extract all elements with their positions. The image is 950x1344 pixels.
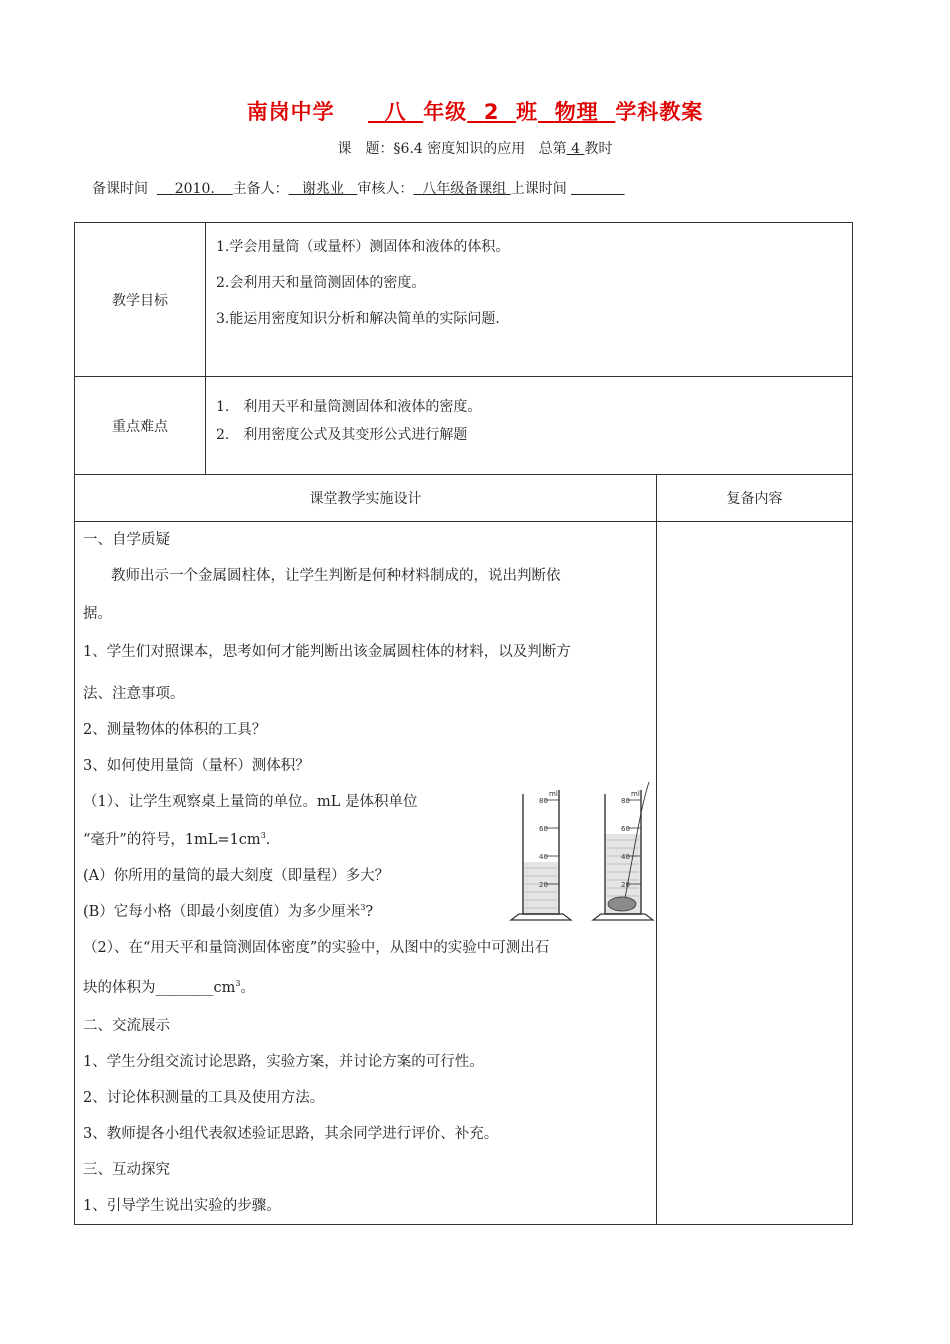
subject: 物理 bbox=[554, 100, 599, 124]
design-header-row bbox=[75, 475, 853, 522]
graduated-cylinder-figure bbox=[501, 776, 661, 926]
lesson-plan-table bbox=[74, 222, 853, 1225]
objectives-label: 教学目标 bbox=[75, 223, 206, 377]
grade-suffix: 年级 bbox=[423, 100, 468, 124]
tick-label: 20 bbox=[539, 881, 548, 889]
tick-label: 80 bbox=[539, 797, 548, 805]
tick-label: 60 bbox=[539, 825, 548, 833]
reviewer: 八年级备课组 bbox=[422, 181, 507, 197]
doc-type: 学科教案 bbox=[615, 100, 704, 124]
preparer: 谢兆业 bbox=[301, 181, 344, 197]
unit-label: ml bbox=[631, 790, 640, 798]
class-time-label: 上课时间 bbox=[510, 181, 567, 197]
text: “毫升”的符号，1mL=1cm bbox=[83, 832, 261, 848]
tick-label: 40 bbox=[621, 853, 630, 861]
question-line: 3、如何使用量筒（量杯）测体积？ bbox=[83, 758, 310, 774]
stone bbox=[608, 897, 636, 911]
superscript: 3 bbox=[360, 903, 366, 913]
period-suffix: 教时 bbox=[584, 141, 613, 157]
tick-label: 20 bbox=[621, 881, 630, 889]
text: (B）它每小格（即最小刻度值）为多少厘米 bbox=[83, 904, 361, 920]
text: cm bbox=[213, 980, 236, 996]
preparer-label: 主备人： bbox=[232, 181, 289, 197]
superscript: 3 bbox=[235, 979, 241, 989]
lesson-topic-line bbox=[0, 138, 950, 158]
design-content-row bbox=[75, 522, 853, 1225]
question-line: (A）你所用的量筒的最大刻度（即量程）多大？ bbox=[83, 868, 390, 884]
objective-item: 2.会利用天和量筒测固体的密度。 bbox=[216, 275, 426, 291]
text: 块的体积为 bbox=[83, 980, 156, 996]
keypoint-item: 2. 利用密度公式及其变形公式进行解题 bbox=[216, 427, 468, 443]
question-line: （1）、让学生观察桌上量筒的单位。mL 是体积单位 bbox=[83, 794, 418, 810]
keypoint-item: 1. 利用天平和量筒测固体和液体的密度。 bbox=[216, 399, 482, 415]
class-suffix: 班 bbox=[516, 100, 539, 124]
text: 。 bbox=[240, 980, 255, 996]
question-line: 法、注意事项。 bbox=[83, 686, 185, 702]
design-content bbox=[75, 522, 657, 1225]
cylinder-water-only bbox=[511, 790, 571, 920]
total-prefix: 总第 bbox=[538, 141, 567, 157]
question-line bbox=[83, 976, 255, 997]
tick-label: 40 bbox=[539, 853, 548, 861]
objective-item: 1.学会用量筒（或量杯）测固体和液体的体积。 bbox=[216, 239, 510, 255]
inquiry-line: 1、引导学生说出实验的步骤。 bbox=[83, 1198, 281, 1214]
text: . bbox=[265, 832, 271, 848]
section-heading: 三、互动探究 bbox=[83, 1162, 170, 1178]
topic-label: 课 题： bbox=[337, 141, 394, 157]
tick-label: 60 bbox=[621, 825, 630, 833]
answer-blank: ________ bbox=[155, 980, 214, 996]
prep-time: 2010. bbox=[174, 181, 215, 197]
question-line: 2、测量物体的体积的工具？ bbox=[83, 722, 267, 738]
period-number: 4 bbox=[571, 141, 580, 157]
meta-line bbox=[92, 178, 625, 198]
exchange-line: 2、讨论体积测量的工具及使用方法。 bbox=[83, 1090, 325, 1106]
unit-label: ml bbox=[549, 790, 558, 798]
paragraph-line: 据。 bbox=[83, 606, 112, 622]
keypoints-label: 重点难点 bbox=[75, 377, 206, 475]
exchange-line: 1、学生分组交流讨论思路，实验方案，并讨论方案的可行性。 bbox=[83, 1054, 484, 1070]
tick-label: 80 bbox=[621, 797, 630, 805]
superscript: 3 bbox=[260, 831, 266, 841]
reviewer-label: 审核人： bbox=[357, 181, 414, 197]
section-heading: 二、交流展示 bbox=[83, 1018, 170, 1034]
review-content bbox=[657, 522, 853, 1225]
page-title bbox=[0, 96, 950, 126]
objectives-row bbox=[75, 223, 853, 377]
grade: 八 bbox=[384, 100, 407, 124]
objective-item: 3.能运用密度知识分析和解决简单的实际问题. bbox=[216, 311, 500, 327]
keypoints-row bbox=[75, 377, 853, 475]
objectives-content bbox=[206, 223, 853, 377]
question-line: （2）、在“用天平和量筒测固体密度”的实验中，从图中的实验中可测出石 bbox=[83, 940, 550, 956]
question-line bbox=[83, 900, 373, 921]
topic: §6.4 密度知识的应用 bbox=[393, 141, 526, 157]
design-column-header: 课堂教学实施设计 bbox=[75, 475, 657, 522]
paragraph-line: 教师出示一个金属圆柱体，让学生判断是何种材料制成的，说出判断依 bbox=[111, 568, 561, 584]
text: ? bbox=[365, 904, 374, 920]
cylinder-with-stone bbox=[593, 782, 653, 920]
review-column-header: 复备内容 bbox=[657, 475, 853, 522]
class-time-blank bbox=[571, 181, 624, 197]
prep-time-label: 备课时间 bbox=[92, 181, 148, 197]
school-name: 南岗中学 bbox=[246, 100, 335, 124]
question-line bbox=[83, 828, 270, 849]
exchange-line: 3、教师提各小组代表叙述验证思路，其余同学进行评价、补充。 bbox=[83, 1126, 499, 1142]
keypoints-content bbox=[206, 377, 853, 475]
section-heading: 一、自学质疑 bbox=[83, 532, 170, 548]
question-line: 1、学生们对照课本，思考如何才能判断出该金属圆柱体的材料，以及判断方 bbox=[83, 644, 571, 660]
class-number: 2 bbox=[483, 100, 500, 124]
